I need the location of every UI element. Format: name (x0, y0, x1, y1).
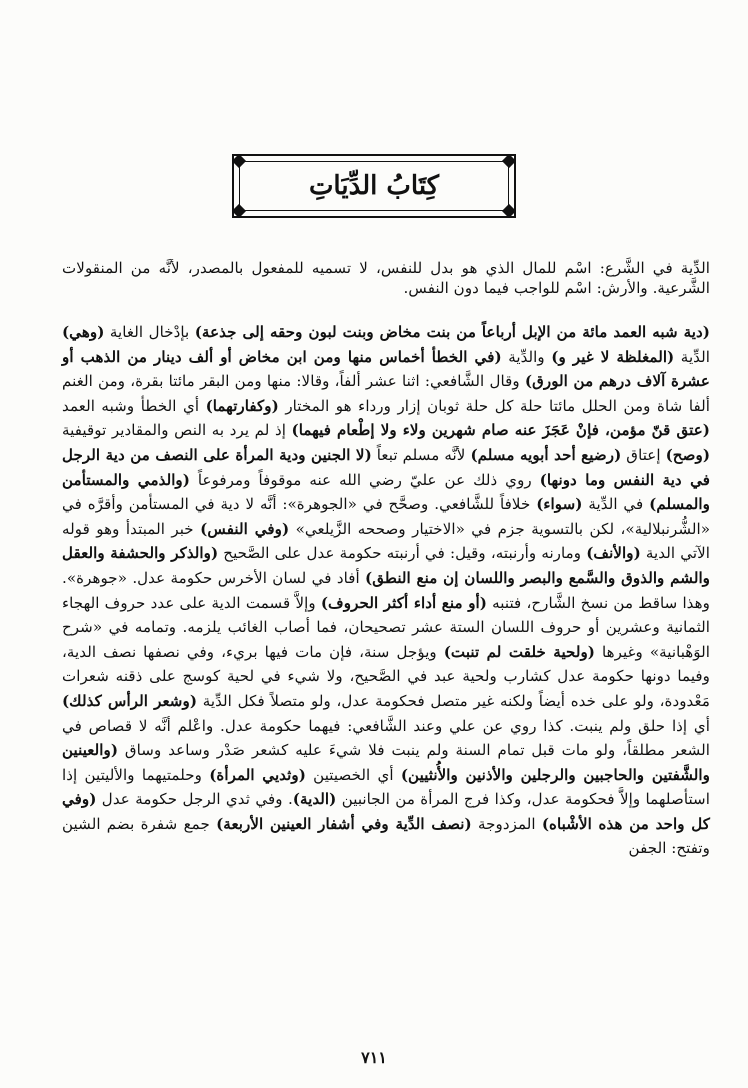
chapter-title: كِتَابُ الدِّيَاتِ (308, 171, 440, 201)
sharh-text: الدِّية (674, 347, 710, 366)
sharh-text: أفاد في لسان الأخرس حكومة عدل. «جوهرة». وهذا ساقط من نسخ الشَّارح، فتنبه (62, 568, 711, 612)
matn-text: (في الخطأ أخماس منها ومن ابن مخاض أو ألف دينار من الذهب أو عشرة آلاف درهم من الورق) (62, 347, 710, 391)
matn-text: (والأنف) (586, 544, 641, 563)
intro-text: الدِّية في الشَّرع: اسْم للمال الذي هو بدل للنفس، لا تسميه للمفعول بالمصدر، لأنَّه من المنقولات الشَّرعية. والأرش: اسْم للواجب فيما دون النفس. (62, 259, 710, 297)
sharh-text: . وفي ثدي الرجل حكومة عدل (96, 790, 293, 809)
matn-text: (رضيع أحد أبويه مسلم) (470, 445, 622, 464)
matn-text: (أو منع أداء أكثر الحروف) (320, 593, 487, 612)
sharh-text: أي الخطأ وشبه العمد (62, 396, 206, 415)
frame-corner-ornament (232, 154, 246, 168)
sharh-text: المزدوجة (471, 814, 542, 833)
sharh-text: جمع شفرة بضم الشين وتفتح: الجفن (62, 814, 710, 858)
frame-corner-ornament (232, 204, 246, 218)
matn-text: (والعينين والشَّفتين والحاجبين والرجلين والأذنين والأُنثيين) (62, 741, 710, 784)
sharh-text: ومارنه وأرنبته، وقيل: في أرنبته حكومة عدل على الصَّحيح (218, 544, 587, 563)
intro-paragraph (62, 258, 710, 298)
matn-text: (وفي كل واحد من هذه الأشْباه) (62, 790, 711, 833)
main-text (62, 320, 710, 861)
matn-text: (عتق قنّ مؤمن، فإنْ عَجَزَ عنه صام شهرين ولاء ولا إطْعام فيهما) (291, 421, 710, 440)
sharh-text: أي إذا حلق ولم ينبت. كذا روي عن علي وعند الشَّافعي: فيهما حكومة عدل. واعْلم أنَّه لا قصاص في الشعر مطلقاً، ولو مات قبل تمام السنة ولم ينبت فلا شيءَ عليه كشعر صَدْر وساعد وساق (62, 716, 710, 760)
matn-text: (المغلظة لا غير و) (551, 347, 675, 366)
sharh-text: إعتاق (621, 445, 666, 464)
matn-text: (وشعر الرأس كذلك) (62, 691, 198, 710)
sharh-text: روي ذلك عن عليّ رضي الله عنه موقوفاً ومرفوعاً (189, 470, 540, 489)
matn-text: (سواء) (536, 495, 583, 514)
main-paragraph (62, 320, 710, 861)
matn-text: (دية شبه العمد مائة من الإبل أرباعاً من بنت مخاض وبنت لبون وحقه إلى جذعة) (194, 323, 710, 341)
sharh-text: خلافاً للشَّافعي. وصحَّح في «الجوهرة»: أنَّه لا دية في المستأمن وأقرَّه في «الشُّرنبلالية»، لكن بالتسوية جزم في «الاختيار وصححه الزَّيلعي» (62, 495, 711, 538)
sharh-text: وقال الشَّافعي: اثنا عشر ألفاً، وقالا: منها ومن البقر مائتا بقرة، ومن الغنم ألفا شاة ومن الحلل مائتا حلة كل حلة ثوبان إزار ورداء هو المختار (62, 372, 710, 415)
sharh-text: لأنَّه مسلم تبعاً (371, 445, 471, 464)
sharh-text: وإلاَّ قسمت الدية على عدد حروف الهجاء الثمانية وعشرين أو حروف اللسان الستة عشر تصحيحان، فما أصاب الغائب يلزمه. وتمامه في «شرح الوَهْبانية» وغيرها (62, 593, 710, 661)
matn-text: (وثديي المرأة) (209, 765, 306, 784)
sharh-text: أي الخصيتين (305, 765, 401, 784)
matn-text: (والذمي والمستأمن والمسلم) (62, 470, 710, 514)
title-frame (232, 154, 516, 218)
matn-text: (وكفارتهما) (205, 396, 279, 415)
sharh-text: بإدْخال الغاية (104, 323, 195, 341)
sharh-text: وحلمتيهما والأليتين إذا استأصلهما وإلاَّ فحكومة عدل، وكذا فرج المرأة من الجانبين (62, 765, 711, 809)
page-number: ٧١١ (361, 1048, 387, 1067)
matn-text: (ولحية خلقت لم تنبت) (443, 642, 595, 661)
sharh-text: خبر المبتدأ وهو قوله الآتي الدية (62, 519, 710, 563)
matn-text: (وصح) (665, 445, 710, 464)
frame-corner-ornament (502, 204, 516, 218)
sharh-text: إذ لم يرد به النص والمقادير توقيفية (62, 421, 292, 440)
title-frame-inner (239, 161, 509, 211)
matn-text: (الدية) (292, 790, 337, 809)
sharh-text: في الدِّية (582, 495, 650, 514)
frame-corner-ornament (502, 154, 516, 168)
sharh-text: والدِّية (501, 347, 552, 366)
matn-text: (لا الجنين ودية المرأة على النصف من دية الرجل في دية النفس وما دونها) (62, 445, 710, 489)
matn-text: (والذكر والحشفة والعقل والشم والذوق والسَّمع والبصر واللسان إن منع النطق) (62, 544, 710, 587)
sharh-text: ويؤجل سنة، فإن مات فيها بريء، وفي نصفها نصف الدية، وفيما دونها حكومة عدل كشارب ولحية عبد في الصَّحيح، ولا شيء في لحية كوسج على ذقنه شعرات مَعْدودة، ولو على خده أيضاً ولكنه غير متصل فحكومة عدل، ولو متصلاً فكل الدِّية (62, 642, 710, 710)
matn-text: (وفي النفس) (200, 519, 290, 538)
matn-text: (وهي) (62, 323, 105, 341)
matn-text: (نصف الدِّية وفي أشفار العينين الأربعة) (216, 814, 472, 833)
